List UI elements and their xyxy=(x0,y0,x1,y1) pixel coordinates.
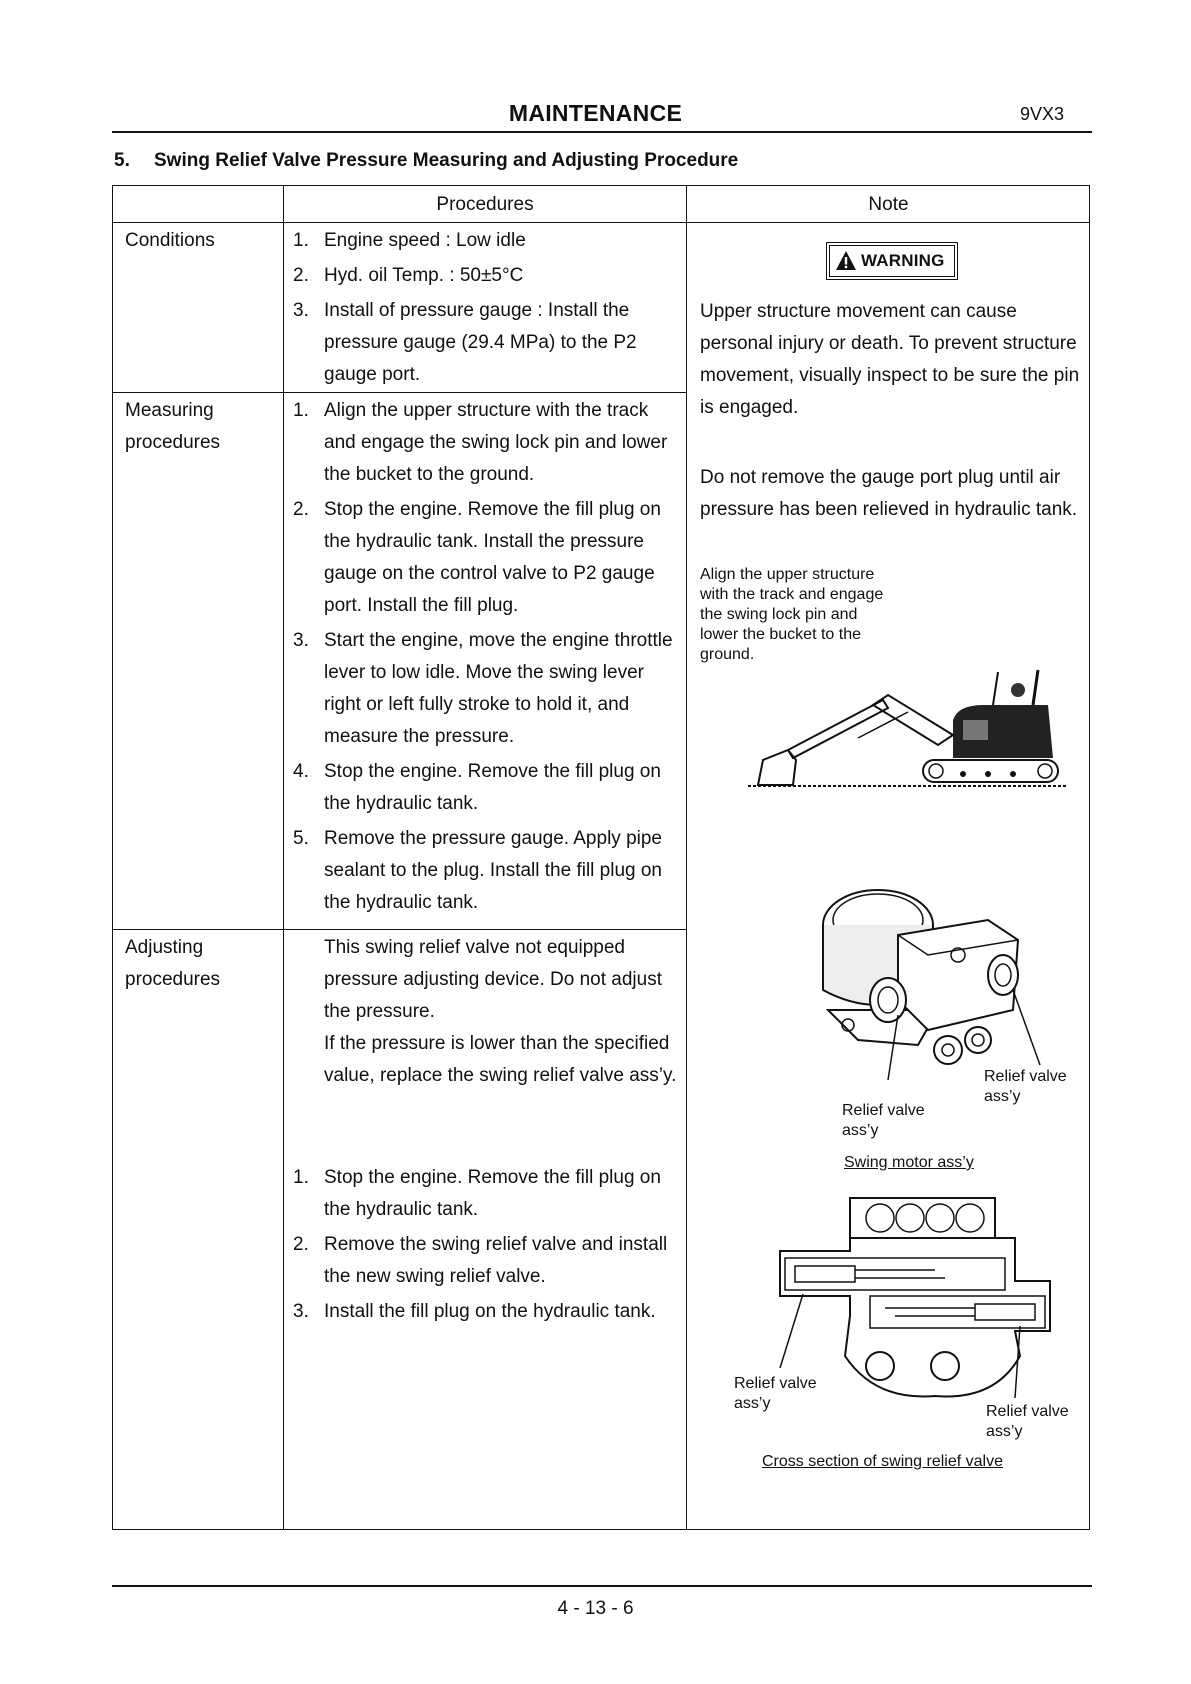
section-title: Swing Relief Valve Pressure Measuring and Adjusting Procedure xyxy=(154,150,739,171)
list-item: 3. Start the engine, move the engine throttle lever to low idle. Move the swing lever right or left fully stroke to hold it, and measure the pressure. xyxy=(293,630,673,747)
page-header-title: MAINTENANCE xyxy=(508,100,683,126)
column-header-note: Note xyxy=(868,194,909,215)
cross-section-label-left: Relief valve ass’y xyxy=(734,1375,817,1412)
header-rule xyxy=(112,131,1092,133)
adjusting-paragraph-1: This swing relief valve not equipped pressure adjusting device. Do not adjust the pressure. xyxy=(324,937,662,1022)
list-item: 3. Install of pressure gauge : Install the pressure gauge (29.4 MPa) to the P2 gauge port. xyxy=(293,300,637,385)
list-item: 1. Engine speed : Low idle xyxy=(293,230,526,251)
list-item: 1. Align the upper structure with the track and engage the swing lock pin and lower the bucket to the ground. xyxy=(293,400,668,485)
cross-section-label-right: Relief valve ass’y xyxy=(986,1403,1069,1440)
conditions-list xyxy=(293,225,678,394)
warning-text: Upper structure movement can cause personal injury or death. To prevent structure movement, visually inspect to be sure the pin is engaged. xyxy=(700,301,1080,418)
list-item: 3. Install the fill plug on the hydraulic tank. xyxy=(293,1301,656,1322)
measuring-list xyxy=(293,395,678,922)
row-label-conditions: Conditions xyxy=(125,230,215,251)
warning-label: WARNING xyxy=(861,251,945,270)
footer-rule xyxy=(112,1585,1092,1587)
adjusting-paragraph-2: If the pressure is lower than the specified value, replace the swing relief valve ass’y. xyxy=(324,1033,677,1086)
table-row-divider-2 xyxy=(112,929,687,930)
list-item: 2. Stop the engine. Remove the fill plug on the hydraulic tank. Install the pressure gauge on the control valve to P2 gauge port. Install the fill plug. xyxy=(293,499,661,616)
list-item: 5. Remove the pressure gauge. Apply pipe sealant to the plug. Install the fill plug on the hydraulic tank. xyxy=(293,828,663,913)
list-item: 2. Remove the swing relief valve and install the new swing relief valve. xyxy=(293,1234,668,1287)
adjusting-list xyxy=(293,1162,678,1331)
table-col-divider-1 xyxy=(283,185,284,1530)
list-item: 2. Hyd. oil Temp. : 50±5°C xyxy=(293,265,524,286)
column-header-procedures: Procedures xyxy=(436,194,534,215)
table-col-divider-2 xyxy=(686,185,687,1530)
section-heading xyxy=(114,150,738,172)
list-item: 1. Stop the engine. Remove the fill plug on the hydraulic tank. xyxy=(293,1167,661,1220)
swing-motor-label-left: Relief valve ass’y xyxy=(842,1102,925,1139)
swing-motor-caption: Swing motor ass’y xyxy=(844,1154,974,1171)
warning-badge xyxy=(826,242,958,280)
cross-section-caption: Cross section of swing relief valve xyxy=(762,1453,1003,1470)
table-header-divider xyxy=(112,222,1090,223)
excavator-figure-caption: Align the upper structure with the track and engage the swing lock pin and lower the bucket to the ground. xyxy=(700,566,884,663)
model-code: 9VX3 xyxy=(1020,104,1065,124)
row-label-adjusting: Adjusting procedures xyxy=(125,937,221,990)
row-label-measuring: Measuring procedures xyxy=(125,400,221,453)
section-number: 5. xyxy=(114,150,130,171)
caution-text: Do not remove the gauge port plug until air pressure has been relieved in hydraulic tank. xyxy=(700,467,1078,520)
excavator-illustration xyxy=(748,660,1068,792)
page-number: 4 - 13 - 6 xyxy=(557,1598,634,1619)
swing-motor-illustration xyxy=(818,880,1043,1080)
relief-valve-cross-section xyxy=(775,1196,1075,1406)
list-item: 4. Stop the engine. Remove the fill plug on the hydraulic tank. xyxy=(293,761,661,814)
swing-motor-label-right: Relief valve ass’y xyxy=(984,1068,1067,1105)
warning-icon xyxy=(835,250,857,272)
